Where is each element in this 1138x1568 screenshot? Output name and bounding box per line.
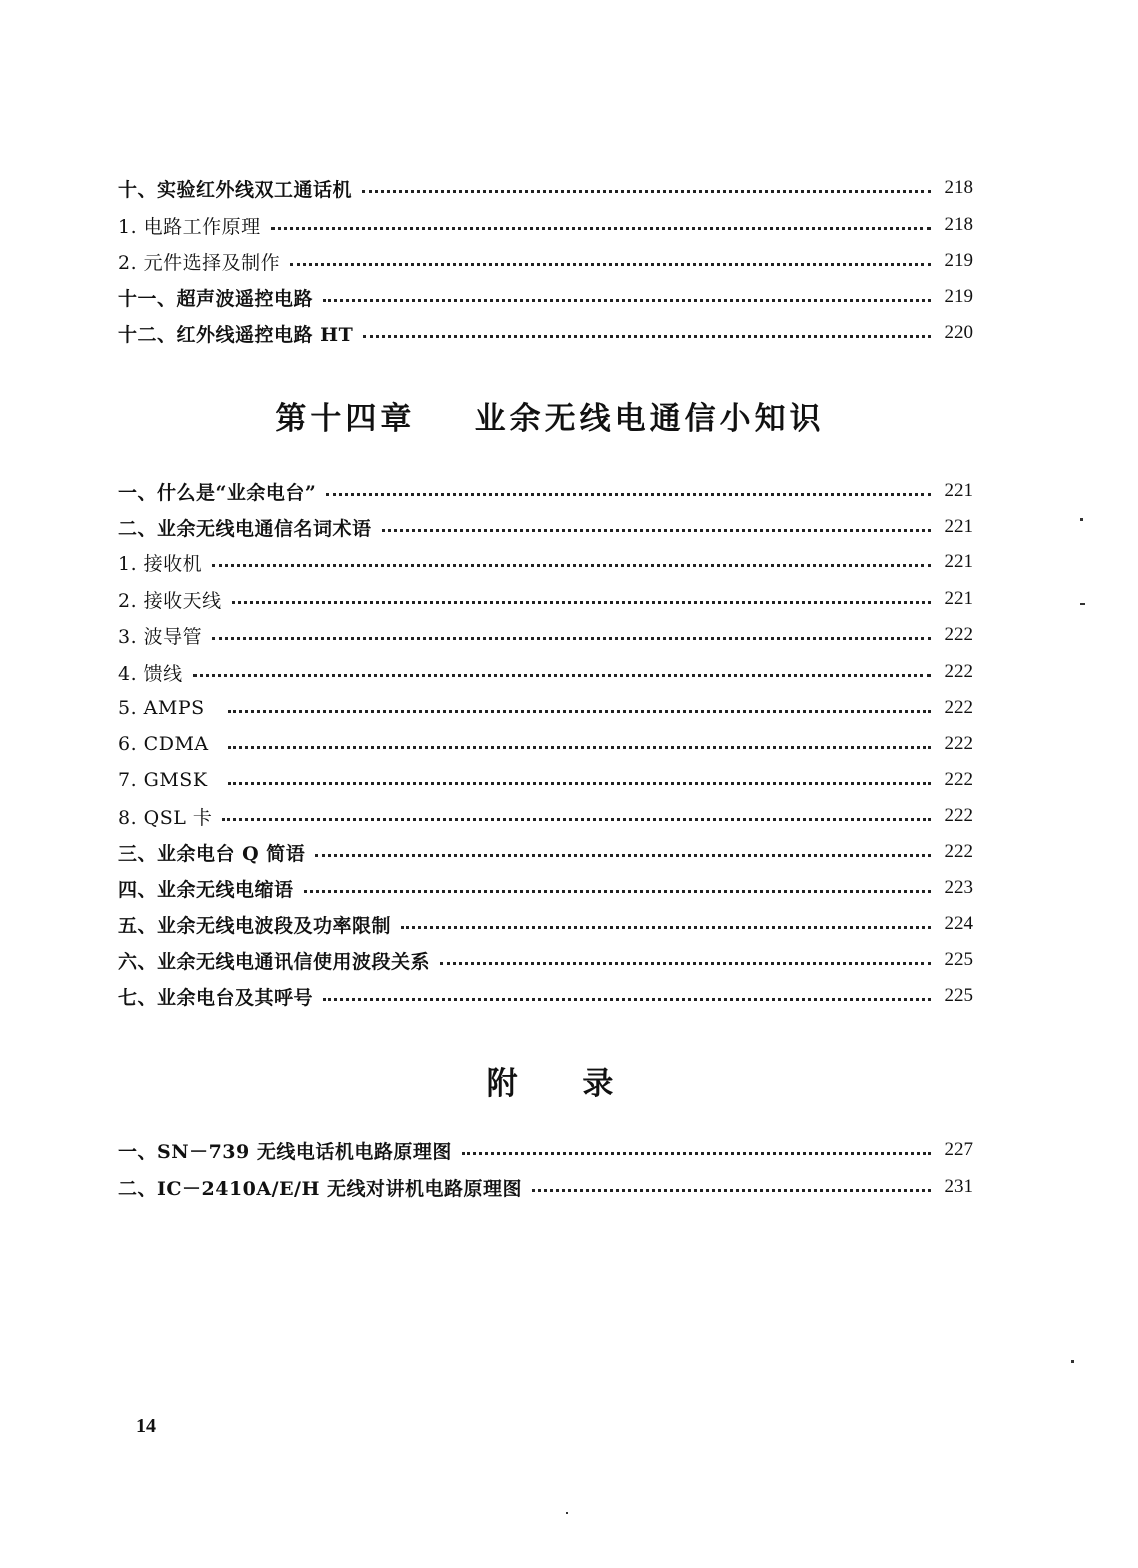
- toc-entry-page: 222: [944, 624, 973, 645]
- dot-leader: [326, 493, 931, 496]
- dot-leader: [323, 299, 931, 302]
- dot-leader: [222, 818, 931, 821]
- dot-leader: [304, 890, 931, 893]
- toc-entry-label: 5. AMPS: [118, 697, 205, 719]
- toc-entry: [118, 547, 973, 577]
- toc-entry: [118, 1135, 973, 1165]
- toc-entry-label: 四、业余无线电缩语: [118, 878, 294, 901]
- dot-leader: [290, 263, 931, 266]
- scan-speck: [566, 1512, 568, 1514]
- toc-entry-label: 2. 接收天线: [118, 589, 222, 612]
- toc-entry: [118, 801, 973, 831]
- toc-entry-page: 218: [944, 214, 973, 235]
- toc-entry-page: 222: [944, 661, 973, 682]
- toc-entry: [118, 318, 973, 348]
- toc-entry-page: 227: [944, 1139, 973, 1160]
- dot-leader: [401, 926, 931, 929]
- toc-entry: [118, 909, 973, 939]
- page-number: 14: [136, 1415, 156, 1437]
- toc-entry: [118, 620, 973, 650]
- toc-entry-label: 二、业余无线电通信名词术语: [118, 517, 372, 540]
- toc-entry-label: 十一、超声波遥控电路: [118, 287, 314, 310]
- dot-leader: [228, 710, 931, 713]
- toc-entry-page: 222: [944, 697, 973, 718]
- toc-entry-page: 224: [944, 913, 973, 934]
- dot-leader: [440, 962, 931, 965]
- dot-leader: [362, 190, 931, 193]
- toc-entry: [118, 837, 973, 867]
- chapter-title: 第十四章 业余无线电通信小知识: [275, 401, 825, 437]
- toc-entry-page: 231: [944, 1176, 973, 1197]
- toc-entry-page: 221: [944, 516, 973, 537]
- toc-entry: [118, 282, 973, 312]
- scan-speck: [1071, 1360, 1074, 1363]
- toc-entry-label: 十二、红外线遥控电路 HT: [118, 323, 354, 346]
- toc-entry: [118, 512, 973, 542]
- toc-entry-page: 222: [944, 841, 973, 862]
- toc-entry: [118, 210, 973, 240]
- toc-entry-page: 225: [944, 985, 973, 1006]
- dot-leader: [212, 637, 931, 640]
- toc-entry-label: 4. 馈线: [118, 662, 183, 685]
- toc-entry-page: 218: [944, 177, 973, 198]
- toc-entry-page: 222: [944, 733, 973, 754]
- toc-entry-label: 一、SN－739 无线电话机电路原理图: [118, 1140, 452, 1163]
- toc-entry: [118, 981, 973, 1011]
- toc-entry-page: 222: [944, 805, 973, 826]
- toc-entry-label: 1. 接收机: [118, 552, 203, 575]
- dot-leader: [532, 1189, 931, 1192]
- toc-entry-label: 6. CDMA: [118, 733, 209, 755]
- toc-entry: [118, 873, 973, 903]
- toc-entry-page: 223: [944, 877, 973, 898]
- toc-entry-label: 一、什么是“业余电台”: [118, 481, 317, 504]
- toc-entry: [118, 173, 973, 203]
- toc-entry-label: 七、业余电台及其呼号: [118, 986, 314, 1009]
- dot-leader: [363, 335, 931, 338]
- toc-entry: [118, 1172, 973, 1202]
- toc-entry-label: 二、IC－2410A/E/H 无线对讲机电路原理图: [118, 1177, 523, 1200]
- dot-leader: [271, 227, 931, 230]
- toc-entry-page: 219: [944, 250, 973, 271]
- dot-leader: [228, 782, 931, 785]
- toc-entry: [118, 584, 973, 614]
- toc-entry: [118, 246, 973, 276]
- toc-entry-label: 7. GMSK: [118, 769, 208, 791]
- dot-leader: [323, 998, 931, 1001]
- toc-entry-label: 五、业余无线电波段及功率限制: [118, 914, 392, 937]
- toc-entry-label: 2. 元件选择及制作: [118, 251, 281, 274]
- scan-speck: [1080, 603, 1085, 605]
- toc-entry-label: 3. 波导管: [118, 625, 203, 648]
- toc-entry: [118, 945, 973, 975]
- dot-leader: [315, 854, 931, 857]
- toc-entry-label: 三、业余电台 Q 简语: [118, 842, 306, 865]
- toc-entry-page: 221: [944, 480, 973, 501]
- toc-entry-page: 225: [944, 949, 973, 970]
- toc-entry-label: 十、实验红外线双工通话机: [118, 178, 353, 201]
- toc-entry-page: 221: [944, 588, 973, 609]
- toc-entry-page: 220: [944, 322, 973, 343]
- dot-leader: [193, 674, 931, 677]
- dot-leader: [232, 601, 931, 604]
- toc-entry-page: 222: [944, 769, 973, 790]
- toc-entry-label: 六、业余无线电通讯信使用波段关系: [118, 950, 431, 973]
- dot-leader: [228, 746, 931, 749]
- appendix-title: 附 录: [486, 1066, 614, 1102]
- toc-entry: [118, 693, 973, 723]
- dot-leader: [382, 529, 931, 532]
- toc-entry: [118, 657, 973, 687]
- toc-entry-page: 221: [944, 551, 973, 572]
- dot-leader: [212, 564, 931, 567]
- dot-leader: [462, 1152, 931, 1155]
- toc-entry-label: 8. QSL 卡: [118, 806, 213, 829]
- scan-speck: [1080, 518, 1083, 521]
- toc-entry-page: 219: [944, 286, 973, 307]
- toc-entry: [118, 729, 973, 759]
- toc-entry: [118, 476, 973, 506]
- toc-entry: [118, 765, 973, 795]
- toc-entry-label: 1. 电路工作原理: [118, 215, 261, 238]
